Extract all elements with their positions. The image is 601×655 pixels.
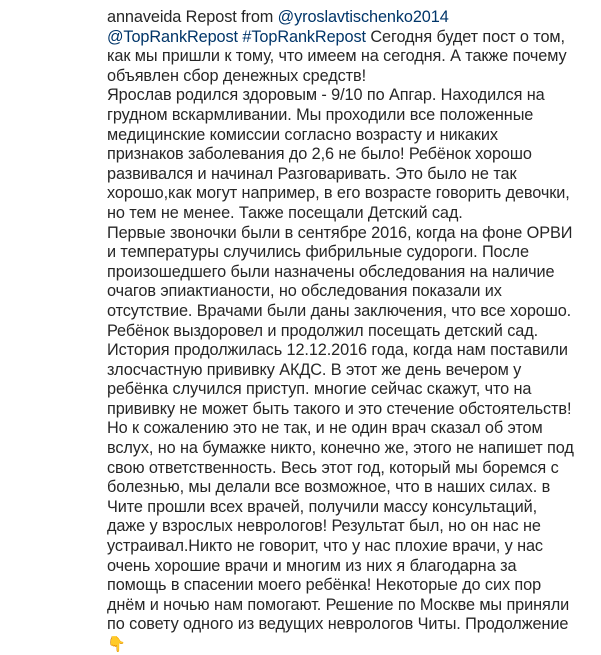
mention-link[interactable]: @TopRankRepost [107, 27, 238, 46]
caption-header [107, 8, 577, 86]
caption-intro: Сегодня будет пост о том, как мы пришли к тому, что имеем на сегодня. А также почему объявлен сбор денежных средств! [107, 27, 567, 85]
pointing-down-icon: 👇 [107, 636, 126, 653]
repost-source-link[interactable]: @yroslavtischenko2014 [277, 8, 449, 26]
repost-prefix: Repost from [181, 8, 278, 26]
hashtag-link[interactable]: #TopRankRepost [242, 27, 366, 46]
username-link[interactable]: annaveida [107, 8, 182, 26]
caption-paragraph-2 [107, 224, 577, 655]
caption-paragraph-1: Ярослав родился здоровым - 9/10 по Апгар. Находился на грудном вскармливании. Мы проходили все положенные медицинские комиссии согласно возрасту и никаких признаков заболевания до 2,6 не было! Ребёнок хорошо развивался и начинал Разговаривать. Это было не так хорошо,как могут например, в его возрасте говорить девочки, но тем не менее. Также посещали Детский сад. [107, 86, 570, 222]
caption-paragraph-2-text: Первые звоночки были в сентябре 2016, когда на фоне ОРВИ и температуры случились фибрильные судороги. После произошедшего были назначены обследования на наличие очагов эпиактианости, но обследования показали их отсутствие. Врачами были даны заключения, что все хорошо. Ребёнок выздоровел и продолжил посещать детский сад. История продолжилась 12.12.2016 года, когда нам поставили злосчастную прививку АКДС. В этот же день вечером у ребёнка случился приступ. многие сейчас скажут, что на прививку не может быть такого и это стечение обстоятельств! Но к сожалению это не так, и не один врач сказал об этом вслух, но на бумажке никто, конечно же, этого не напишет под свою ответственность. Весь этот год, который мы боремся с болезнью, мы делали все возможное, что в наших силах. в Чите прошли всех врачей, получили массу консультаций, даже у взрослых неврологов! Результат был, но он нас не устраивал.Никто не говорит, что у нас плохие врачи, у нас очень хорошие врачи и многим из них я благодарна за помощь в спасении моего ребёнка! Некоторые до сих пор днём и ночью нам помогают. Решение по Москве мы приняли по совету одного из ведущих неврологов Читы. Продолжение [107, 223, 574, 634]
